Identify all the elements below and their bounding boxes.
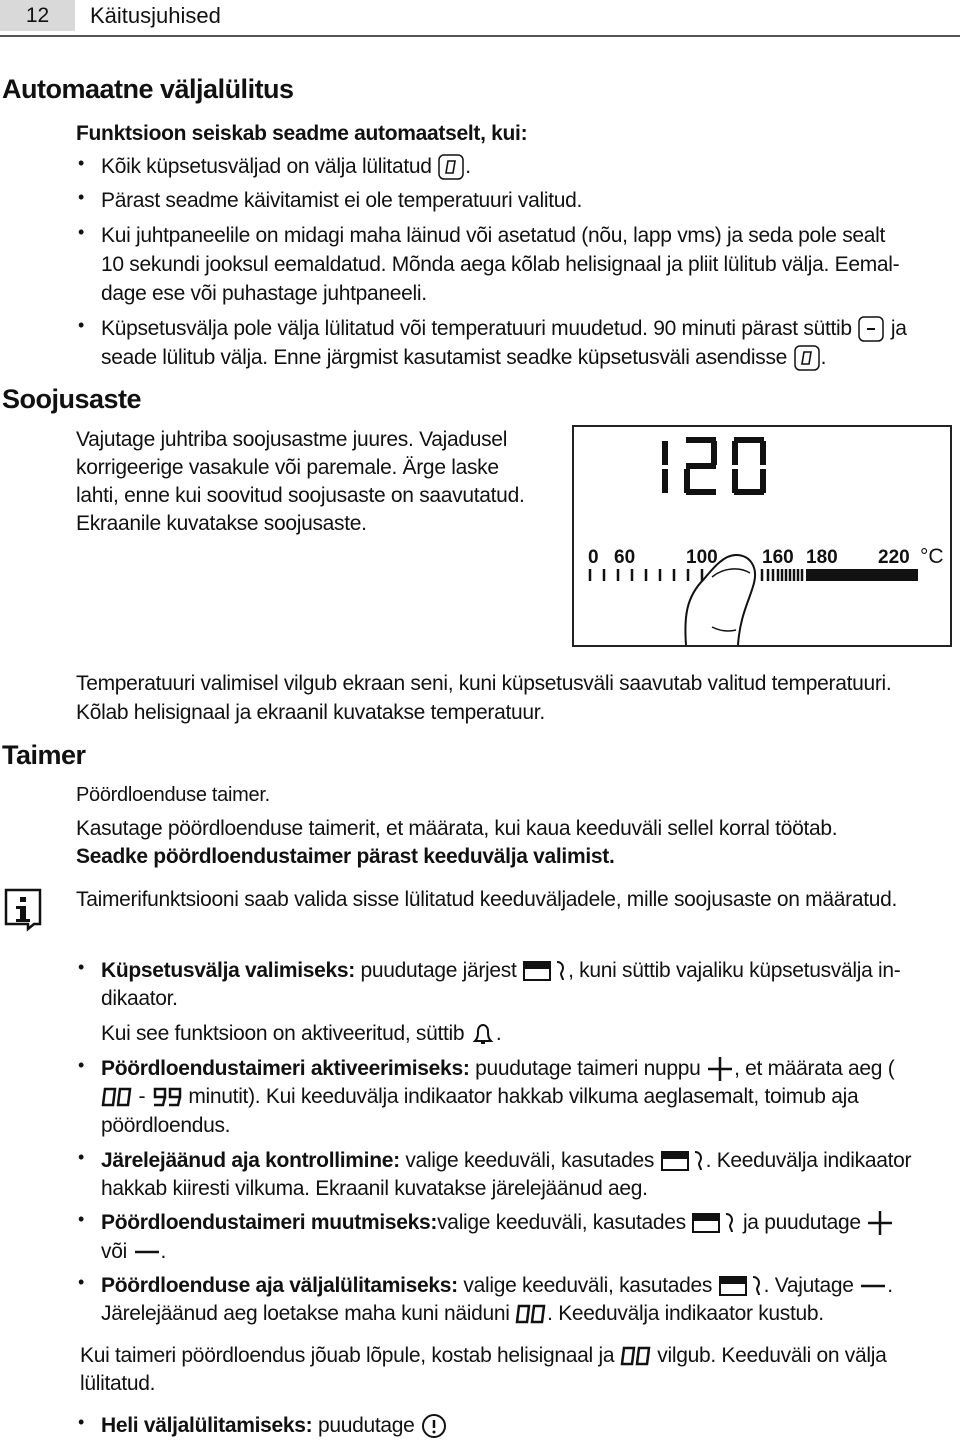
timer-subtitle: Pöördloenduse taimer. [76, 784, 270, 806]
zero-digit-icon [793, 345, 821, 371]
auto-off-bullet-4-line-2: seade lülitub välja. Enne järgmist kasutamist seadke küpsetusväli asendisse . [101, 344, 826, 372]
auto-off-bullet-3-line-2: 10 sekundi jooksul eemaldatud. Mõnda aega kõlab helisignaal ja pliit lülitub välja. Eemal- [101, 253, 900, 276]
timer-item-5-line-2: Järelejäänud aeg loetakse maha kuni näiduni . Keeduvälja indikaator kustub. [101, 1302, 824, 1325]
plus-icon [706, 1056, 734, 1082]
timer-item-1-line-2: dikaator. [101, 987, 178, 1010]
digits-99-icon [151, 1086, 183, 1108]
info-icon [4, 888, 42, 930]
bullet: • [78, 1272, 85, 1292]
bullet: • [78, 222, 85, 242]
heat-setting-after-line-1: Temperatuuri valimisel vilgub ekraan seni, kuni küpsetusväli saavutab valitud temperatuuri. [76, 672, 892, 695]
auto-off-intro: Funktsioon seiskab seadme automaatselt, kui: [76, 122, 528, 145]
bullet: • [78, 315, 85, 335]
timer-item-5-line-1: Pöördloenduse aja väljalülitamiseks: valige keeduväli, kasutades . Vajutage . [101, 1272, 893, 1300]
auto-off-bullet-1: Kõik küpsetusväljad on välja lülitatud . [101, 153, 471, 181]
auto-off-bullet-3-line-1: Kui juhtpaneelile on midagi maha läinud või asetatud (nõu, lapp vms) ja seda pole sealt [101, 224, 886, 247]
timer-item-2-line-1: Pöördloendustaimeri aktiveerimiseks: puudutage taimeri nuppu , et määrata aeg ( [101, 1055, 894, 1083]
scale-label-0: 0 [588, 547, 599, 568]
timer-end-line-1: Kui taimeri pöördloendus jõuab lõpule, kostab helisignaal ja vilgub. Keeduväli on välja [80, 1344, 887, 1367]
digits-00-icon [101, 1086, 133, 1108]
timer-p1-bold: Seadke pöördloendustaimer pärast keeduvälja valimist. [76, 845, 615, 868]
timer-item-1-note: Kui see funktsioon on aktiveeritud, süttib . [101, 1020, 501, 1048]
bullet: • [78, 153, 85, 173]
scale-label-100: 100 [686, 547, 718, 568]
timer-item-4-line-1: Pöördloendustaimeri muutmiseks:valige keeduväli, kasutades ja puudutage [101, 1209, 894, 1237]
bullet: • [78, 1147, 85, 1167]
minus-icon [859, 1273, 887, 1299]
alarm-stop-icon [420, 1412, 448, 1440]
auto-off-bullet-4-line-1: Küpsetusvälja pole välja lülitatud või temperatuuri muudetud. 90 minuti pärast süttib ja [101, 315, 907, 343]
select-zone-icon [660, 1148, 706, 1174]
timer-item-2-line-3: pöördloendus. [101, 1114, 231, 1137]
minus-icon [133, 1239, 161, 1265]
heat-setting-line-3: lahti, enne kui soovitud soojusaste on saavutatud. [76, 484, 525, 507]
scale-label-60: 60 [614, 547, 636, 568]
timer-info-note: Taimerifunktsiooni saab valida sisse lülitatud keeduväljadele, mille soojusaste on määratud. [76, 888, 898, 911]
auto-off-bullet-3-line-3: dage ese või puhastage juhtpaneeli. [101, 282, 427, 305]
auto-off-bullet-2: Pärast seadme käivitamist ei ole temperatuuri valitud. [101, 189, 583, 212]
heat-setting-line-4: Ekraanile kuvatakse soojusaste. [76, 512, 367, 535]
timer-p1: Kasutage pöördloenduse taimerit, et määrata, kui kaua keeduväli sellel korral töötab. [76, 817, 838, 840]
plus-icon [866, 1210, 894, 1236]
scale-unit: °C [920, 545, 944, 568]
select-zone-icon [691, 1210, 737, 1236]
display-value-text: 120 [574, 427, 576, 428]
segment-value [662, 437, 766, 495]
bullet: • [78, 1209, 85, 1229]
timer-item-3-line-2: hakkab kiiresti vilkuma. Ekraanil kuvatakse järelejäänud aeg. [101, 1177, 648, 1200]
timer-item-6: Heli väljalülitamiseks: puudutage [101, 1412, 448, 1440]
section-title-heat-setting: Soojusaste [2, 384, 142, 414]
select-zone-icon [718, 1273, 764, 1299]
bullet: • [78, 957, 85, 977]
bullet: • [78, 1412, 85, 1432]
timer-item-4-line-2: või . [101, 1238, 166, 1266]
heat-setting-line-1: Vajutage juhtriba soojusastme juures. Vajadusel [76, 428, 508, 451]
header-title: Käitusjuhised [90, 3, 221, 28]
heat-setting-after-line-2: Kõlab helisignaal ja ekraanil kuvatakse temperatuur. [76, 701, 545, 724]
dash-digit-icon [857, 316, 885, 342]
digits-00-icon [620, 1345, 652, 1367]
page-number: 12 [0, 0, 75, 31]
timer-item-2-line-2: - minutit). Kui keeduvälja indikaator hakkab vilkuma aeglasemalt, toimub aja [101, 1083, 858, 1111]
scale-labels [588, 545, 944, 568]
bullet: • [78, 1055, 85, 1075]
scale-ticks [590, 569, 802, 581]
section-title-timer: Taimer [2, 740, 86, 770]
timer-item-1-line-1: Küpsetusvälja valimiseks: puudutage järjest , kuni süttib vajaliku küpsetusvälja in- [101, 957, 900, 985]
scale-filled-bar [806, 569, 918, 581]
timer-item-3-line-1: Järelejäänud aja kontrollimine: valige keeduväli, kasutades . Keeduvälja indikaator [101, 1147, 911, 1175]
scale-label-220: 220 [878, 547, 910, 568]
digits-00-icon [515, 1303, 547, 1325]
header-rule [0, 35, 960, 37]
select-zone-icon [522, 958, 568, 984]
zero-digit-icon [437, 154, 465, 180]
bell-icon [470, 1021, 496, 1047]
bullet: • [78, 187, 85, 207]
heat-setting-line-2: korrigeerige vasakule või paremale. Ärge laske [76, 456, 499, 479]
display-graphic [574, 427, 950, 645]
finger-icon [685, 555, 755, 645]
scale-label-160: 160 [762, 547, 794, 568]
scale-label-180: 180 [806, 547, 838, 568]
timer-end-line-2: lülitatud. [80, 1372, 156, 1395]
section-title-auto-off: Automaatne väljalülitus [2, 74, 294, 104]
control-display-illustration [572, 425, 952, 647]
